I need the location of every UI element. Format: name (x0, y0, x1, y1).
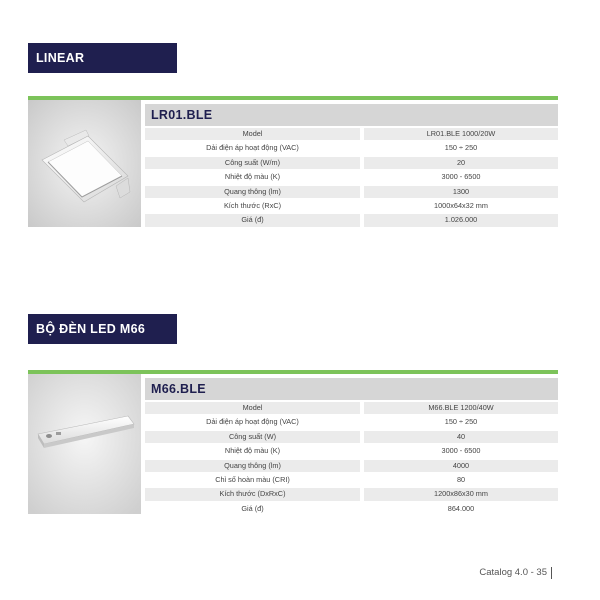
spec-value: 80 (456, 475, 466, 485)
spec-label: Giá (đ) (241, 503, 264, 513)
spec-value: 864.000 (447, 503, 475, 513)
spec-value: 150 ÷ 250 (444, 143, 478, 153)
table-row (145, 171, 558, 183)
table-row (145, 214, 558, 226)
spec-label: Công suất (W) (145, 431, 360, 443)
spec-table-m66 (145, 400, 558, 517)
m66-led-bar-icon (28, 374, 141, 514)
spec-value: 3000 - 6500 (441, 172, 481, 182)
spec-label: Nhiệt độ màu (K) (224, 446, 281, 456)
table-row (145, 488, 558, 500)
model-name-band-m66: M66.BLE (145, 378, 558, 400)
spec-value: 20 (364, 157, 558, 169)
spec-label: Quang thông (lm) (145, 186, 360, 198)
section-title-linear: LINEAR (28, 43, 177, 73)
product-photo-m66 (28, 374, 141, 514)
table-row (145, 200, 558, 212)
spec-value: 150 ÷ 250 (444, 417, 478, 427)
table-row (145, 416, 558, 428)
spec-label: Chỉ số hoàn màu (CRI) (215, 475, 290, 485)
table-row (145, 474, 558, 486)
table-row (145, 460, 558, 472)
table-row (145, 445, 558, 457)
page-footer-label: Catalog 4.0 - 35 (479, 567, 552, 579)
spec-value: 1000x64x32 mm (434, 201, 488, 211)
spec-label: Quang thông (lm) (145, 460, 360, 472)
table-row (145, 157, 558, 169)
section-title-m66: BỘ ĐÈN LED M66 (28, 314, 177, 344)
spec-value: 3000 - 6500 (441, 446, 481, 456)
table-row (145, 503, 558, 515)
spec-table-linear (145, 126, 558, 229)
spec-label: Công suất (W/m) (145, 157, 360, 169)
spec-value: LR01.BLE 1000/20W (364, 128, 558, 140)
product-photo-linear (28, 100, 141, 227)
spec-value: 1200x86x30 mm (364, 488, 558, 500)
model-name-band-linear: LR01.BLE (145, 104, 558, 126)
spec-label: Dải điện áp hoạt động (VAC) (206, 417, 299, 427)
spec-label: Dải điện áp hoạt động (VAC) (206, 143, 299, 153)
table-row (145, 431, 558, 443)
spec-label: Model (145, 128, 360, 140)
spec-label: Giá (đ) (145, 214, 360, 226)
table-row (145, 128, 558, 140)
spec-value: 1.026.000 (364, 214, 558, 226)
spec-label: Model (145, 402, 360, 414)
spec-label: Kích thước (DxRxC) (145, 488, 360, 500)
table-row (145, 402, 558, 414)
spec-value: 1300 (364, 186, 558, 198)
spec-label: Kích thước (RxC) (223, 201, 282, 211)
table-row (145, 142, 558, 154)
table-row (145, 186, 558, 198)
spec-label: Nhiệt độ màu (K) (224, 172, 281, 182)
spec-value: 40 (364, 431, 558, 443)
spec-value: 4000 (364, 460, 558, 472)
spec-value: M66.BLE 1200/40W (364, 402, 558, 414)
linear-light-fixture-icon (28, 100, 141, 227)
